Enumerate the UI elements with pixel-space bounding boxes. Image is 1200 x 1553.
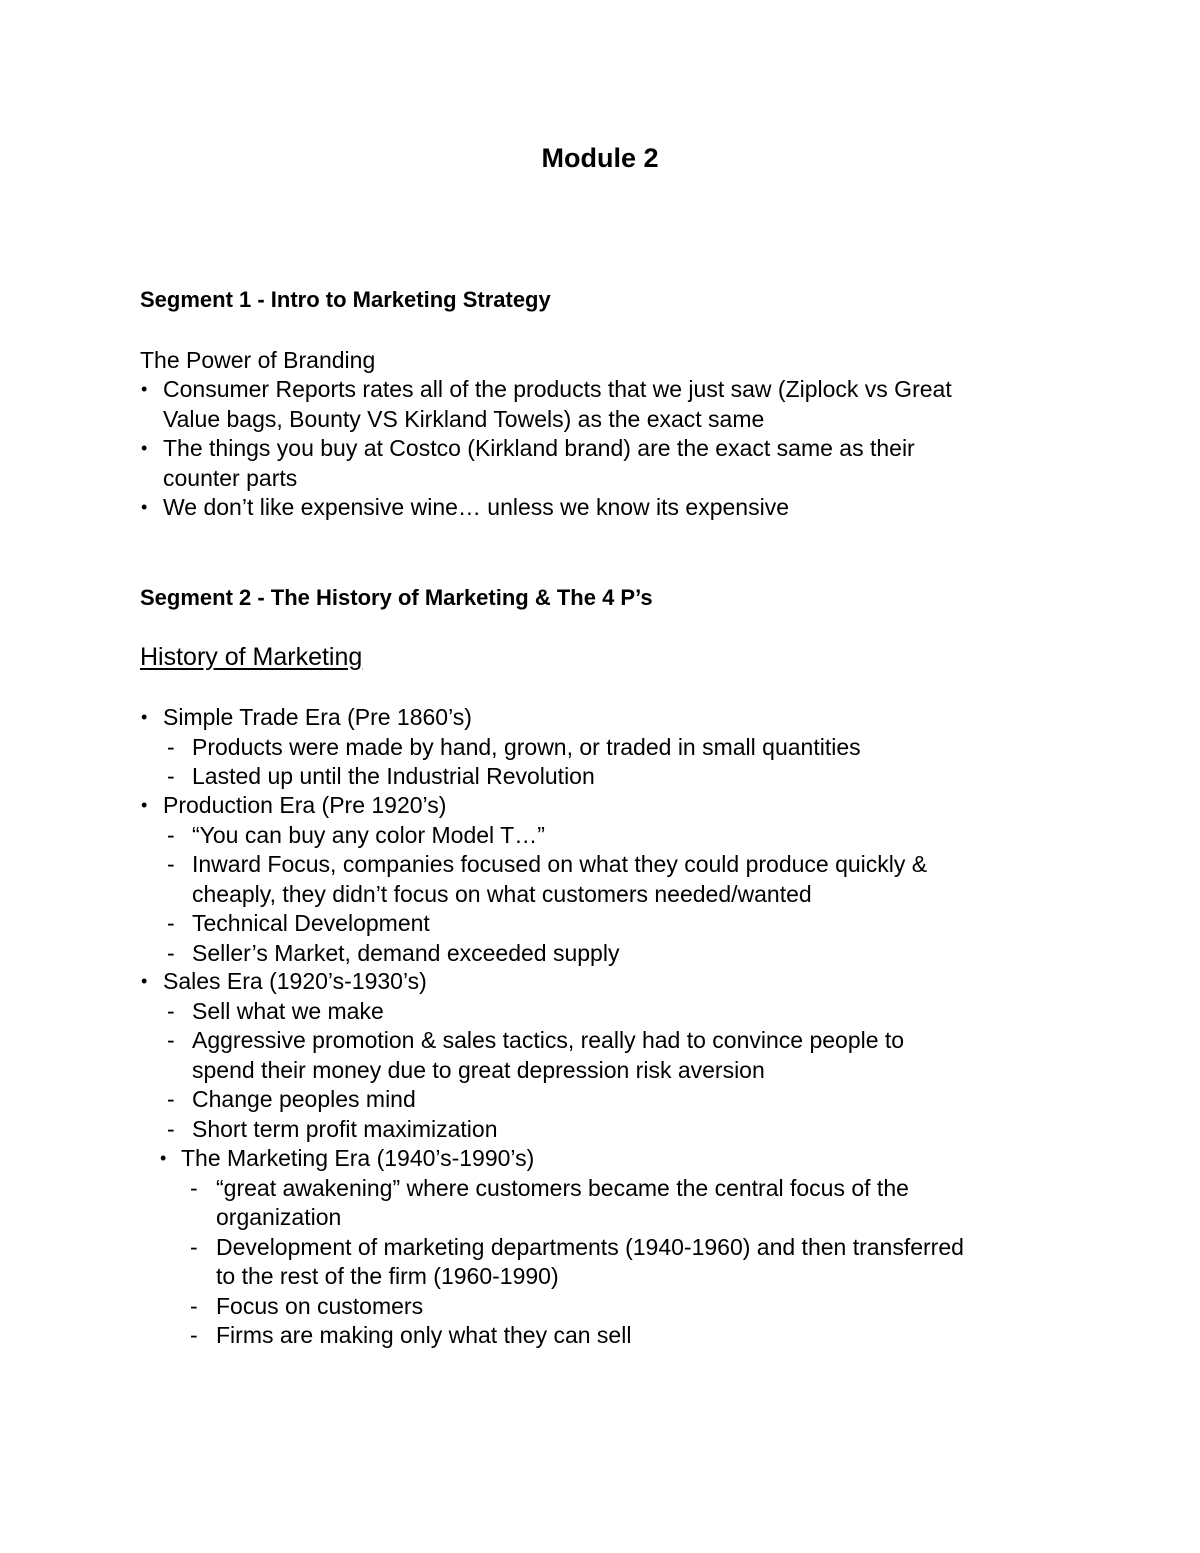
dash-icon: -: [190, 1292, 198, 1319]
list-item-continuation: spend their money due to great depression risk aversion: [192, 1056, 765, 1083]
dash-icon: -: [190, 1322, 198, 1348]
list-item: Change peoples mind: [192, 1086, 416, 1112]
list-item-continuation: cheaply, they didn’t focus on what customers needed/wanted: [192, 880, 812, 907]
list-item: Seller’s Market, demand exceeded supply: [192, 939, 620, 966]
list-item: Inward Focus, companies focused on what they could produce quickly &: [192, 851, 928, 877]
dash-icon: -: [167, 997, 175, 1024]
list-item: Technical Development: [192, 910, 430, 936]
history-of-marketing-heading: History of Marketing: [140, 643, 363, 671]
bullet-icon: •: [141, 971, 148, 991]
segment-2-heading: Segment 2 - The History of Marketing & The 4 P’s: [140, 585, 653, 610]
list-item: Short term profit maximization: [192, 1115, 498, 1142]
list-item: Focus on customers: [216, 1292, 424, 1319]
list-item-continuation: organization: [216, 1204, 342, 1230]
era-label: Simple Trade Era (Pre 1860’s): [163, 704, 472, 730]
page-title: Module 2: [541, 143, 659, 173]
bullet-icon: •: [141, 438, 148, 458]
list-item: Firms are making only what they can sell: [216, 1322, 632, 1348]
dash-icon: -: [190, 1174, 198, 1201]
bullet-icon: •: [160, 1148, 167, 1168]
dash-icon: -: [167, 910, 175, 936]
dash-icon: -: [190, 1233, 198, 1260]
list-item: Lasted up until the Industrial Revolution: [192, 763, 595, 789]
list-item-continuation: to the rest of the firm (1960-1990): [216, 1263, 559, 1289]
dash-icon: -: [167, 1115, 175, 1142]
dash-icon: -: [167, 1086, 175, 1112]
segment-1-heading: Segment 1 - Intro to Marketing Strategy: [140, 287, 551, 312]
dash-icon: -: [167, 939, 175, 966]
list-item: Products were made by hand, grown, or traded in small quantities: [192, 733, 861, 760]
list-item-continuation: Value bags, Bounty VS Kirkland Towels) as the exact same: [163, 405, 765, 432]
era-label: Production Era (Pre 1920’s): [163, 792, 447, 818]
era-label: Sales Era (1920’s-1930’s): [163, 968, 427, 994]
list-item-continuation: counter parts: [163, 464, 298, 491]
dash-icon: -: [167, 821, 175, 848]
bullet-icon: •: [141, 795, 148, 815]
bullet-icon: •: [141, 379, 148, 399]
list-item: We don’t like expensive wine… unless we know its expensive: [163, 494, 789, 520]
dash-icon: -: [167, 733, 175, 760]
segment-1-subheading: The Power of Branding: [140, 347, 376, 373]
list-item: The things you buy at Costco (Kirkland brand) are the exact same as their: [163, 435, 915, 461]
list-item: Sell what we make: [192, 997, 384, 1024]
bullet-icon: •: [141, 497, 148, 517]
dash-icon: -: [167, 1027, 175, 1053]
list-item: Development of marketing departments (1940-1960) and then transferred: [216, 1233, 964, 1260]
list-item: Aggressive promotion & sales tactics, really had to convince people to: [192, 1027, 905, 1053]
list-item: “You can buy any color Model T…”: [192, 821, 545, 848]
bullet-icon: •: [141, 707, 148, 727]
era-label: The Marketing Era (1940’s-1990’s): [181, 1145, 535, 1171]
dash-icon: -: [167, 851, 175, 877]
list-item: Consumer Reports rates all of the products that we just saw (Ziplock vs Great: [163, 376, 952, 402]
list-item: “great awakening” where customers became the central focus of the: [216, 1174, 909, 1201]
dash-icon: -: [167, 763, 175, 789]
